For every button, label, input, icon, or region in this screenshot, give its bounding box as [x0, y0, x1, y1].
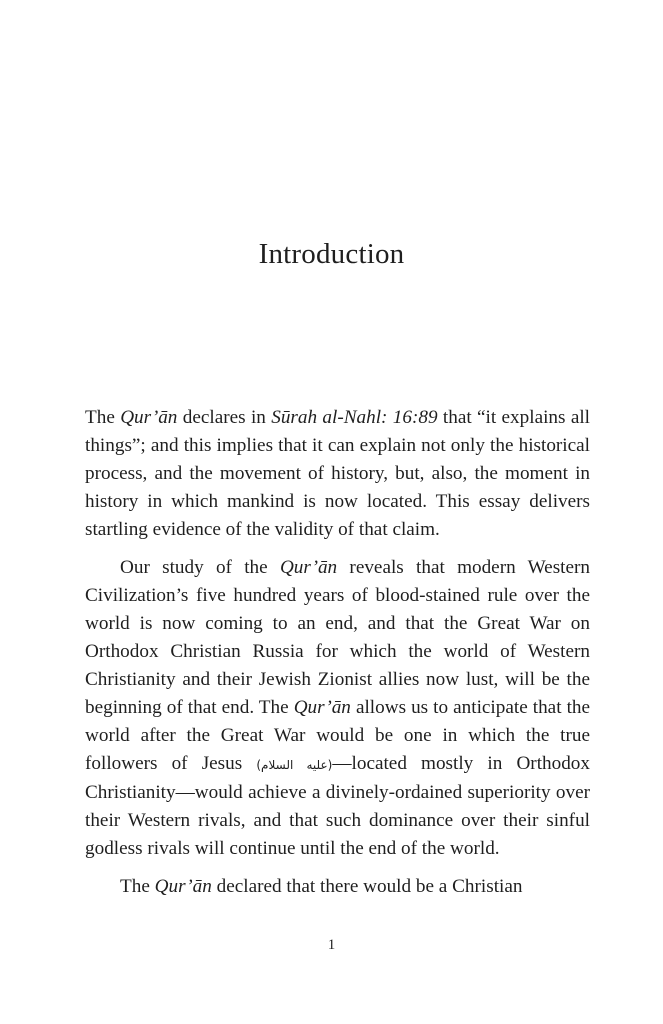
text-run: reveals that modern Western Civilization’s five hundred years of blood-stained rule over the world is now coming to an end, and that the Great War on Orthodox Christian Russia for which the world of Western Christianity and their Jewish Zionist allies now lust, will be the beginning of that end. The: [85, 557, 590, 718]
italic-term: Qur’ān: [120, 407, 178, 428]
italic-citation: Sūrah al-Nahl: 16:89: [271, 407, 438, 428]
text-run: allows us to anticipate that the world after the Great War would be one in which the true followers of Jesus: [85, 697, 591, 774]
text-run: declared that there would be a Christian: [211, 876, 523, 897]
page-number: 1: [327, 937, 336, 953]
paragraph-3: [85, 873, 590, 901]
text-run: The: [120, 876, 155, 897]
text-run: that “it explains all things”; and this implies that it can explain not only the historical process, and the movement of history, but, also, the moment in history in which mankind is now located. This essay delivers startling evidence of the validity of that claim.: [85, 407, 590, 540]
body-text: [85, 404, 590, 901]
chapter-title: Introduction: [258, 238, 405, 270]
paragraph-2: [85, 554, 590, 863]
text-run: declares in: [177, 407, 272, 428]
paragraph-1: [85, 404, 590, 544]
italic-term: Qur’ān: [293, 697, 351, 718]
text-run: —located mostly in Orthodox Christianity—would achieve a divinely-ordained superiority over their Western rivals, and that such dominance over their sinful godless rivals will continue until the end of the world.: [85, 753, 590, 859]
text-run: Our study of the: [120, 557, 280, 578]
arabic-honorific: (عليه السلام): [256, 758, 333, 772]
text-run: The: [85, 407, 121, 428]
italic-term: Qur’ān: [279, 557, 338, 578]
italic-term: Qur’ān: [154, 876, 212, 897]
